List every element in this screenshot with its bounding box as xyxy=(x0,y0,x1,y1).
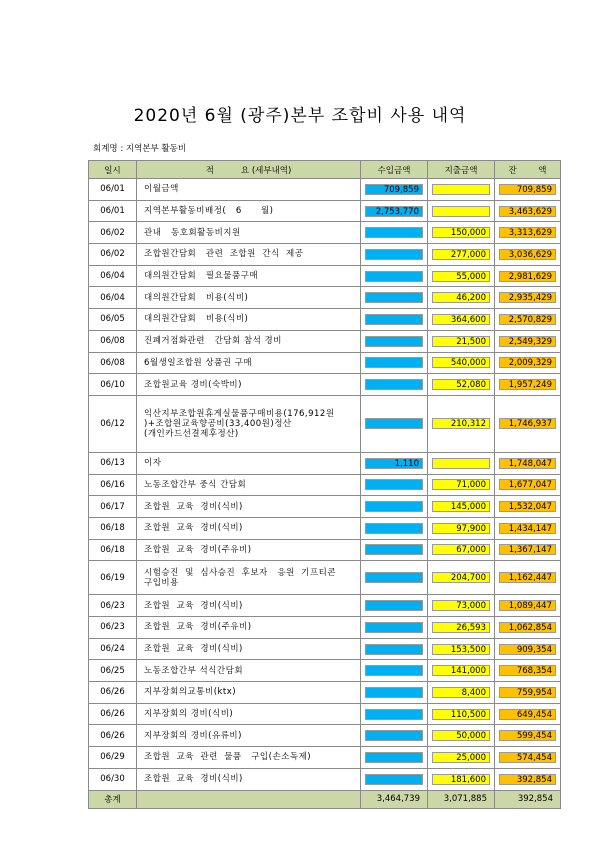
total-income-cell xyxy=(361,790,428,808)
table-row xyxy=(89,309,561,331)
row-balance-cell xyxy=(495,179,561,201)
row-balance-cell xyxy=(495,638,561,660)
row-expense: 97,900 xyxy=(432,523,490,534)
row-expense xyxy=(432,184,490,195)
row-expense-cell xyxy=(428,374,495,396)
row-expense-cell xyxy=(428,703,495,725)
row-date: 06/24 xyxy=(89,638,137,660)
row-balance-cell xyxy=(495,395,561,452)
row-description: 조합원 교육 경비(주유비) xyxy=(137,617,361,639)
row-balance-cell xyxy=(495,352,561,374)
row-income xyxy=(365,572,423,583)
row-expense: 25,000 xyxy=(432,752,490,763)
row-description: 6월생일조합원 상품권 구매 xyxy=(137,352,361,374)
row-income xyxy=(365,271,423,282)
row-date: 06/26 xyxy=(89,682,137,704)
row-balance: 1,748,047 xyxy=(499,458,556,469)
total-income: 3,464,739 xyxy=(376,793,420,804)
row-income-cell xyxy=(361,660,428,682)
row-date: 06/17 xyxy=(89,496,137,518)
row-balance: 599,454 xyxy=(499,730,556,741)
row-income-cell xyxy=(361,638,428,660)
row-balance: 1,089,447 xyxy=(499,600,556,611)
row-income xyxy=(365,523,423,534)
row-balance-cell xyxy=(495,265,561,287)
row-expense-cell xyxy=(428,539,495,561)
header-balance: 잔 액 xyxy=(495,161,561,179)
header-expense: 지출금액 xyxy=(428,161,495,179)
total-balance-cell xyxy=(495,790,561,808)
table-row xyxy=(89,287,561,309)
row-date: 06/02 xyxy=(89,222,137,244)
table-row xyxy=(89,725,561,747)
row-income xyxy=(365,730,423,741)
row-date: 06/23 xyxy=(89,617,137,639)
row-balance-cell xyxy=(495,287,561,309)
row-description: 노동조합간부 중식 간담회 xyxy=(137,474,361,496)
row-balance-cell xyxy=(495,474,561,496)
row-expense: 46,200 xyxy=(432,292,490,303)
row-expense-cell xyxy=(428,179,495,201)
row-income-cell xyxy=(361,374,428,396)
row-income-cell xyxy=(361,517,428,539)
table-row xyxy=(89,561,561,595)
row-balance-cell xyxy=(495,747,561,769)
row-expense-cell xyxy=(428,222,495,244)
table-row xyxy=(89,200,561,222)
row-income xyxy=(365,687,423,698)
row-balance: 3,036,629 xyxy=(499,249,556,260)
row-description: 지부장회의교통비(ktx) xyxy=(137,682,361,704)
header-description: 적 요 (세부내역) xyxy=(137,161,361,179)
header-date: 일시 xyxy=(89,161,137,179)
row-balance-cell xyxy=(495,725,561,747)
row-balance-cell xyxy=(495,452,561,474)
row-date: 06/12 xyxy=(89,395,137,452)
row-description: 대의원간담회 필요물품구매 xyxy=(137,265,361,287)
row-expense-cell xyxy=(428,352,495,374)
row-balance: 1,434,147 xyxy=(499,523,556,534)
table-row xyxy=(89,222,561,244)
row-balance-cell xyxy=(495,682,561,704)
row-balance: 1,062,854 xyxy=(499,622,556,633)
row-expense-cell xyxy=(428,682,495,704)
table-row xyxy=(89,747,561,769)
row-income-cell xyxy=(361,265,428,287)
row-description: 지부장회의 경비(유류비) xyxy=(137,725,361,747)
row-income xyxy=(365,665,423,676)
row-expense: 50,000 xyxy=(432,730,490,741)
row-expense: 73,000 xyxy=(432,600,490,611)
row-balance: 1,746,937 xyxy=(499,418,556,429)
row-expense-cell xyxy=(428,595,495,617)
table-row xyxy=(89,517,561,539)
row-description: 대의원간담회 비용(식비) xyxy=(137,287,361,309)
row-date: 06/04 xyxy=(89,265,137,287)
row-expense: 110,500 xyxy=(432,709,490,720)
table-row xyxy=(89,452,561,474)
table-row xyxy=(89,179,561,201)
total-balance: 392,854 xyxy=(517,793,553,804)
table-row xyxy=(89,539,561,561)
table-row xyxy=(89,617,561,639)
row-income: 2,753,770 xyxy=(365,206,423,217)
row-description: 조합원간담회 관련 조합원 간식 제공 xyxy=(137,244,361,266)
row-income xyxy=(365,501,423,512)
row-description: 진폐거점화관련 간담회 참석 경비 xyxy=(137,330,361,352)
row-expense: 364,600 xyxy=(432,314,490,325)
row-date: 06/18 xyxy=(89,517,137,539)
row-expense-cell xyxy=(428,452,495,474)
row-income-cell xyxy=(361,768,428,790)
total-desc-cell xyxy=(137,790,361,808)
header-income: 수입금액 xyxy=(361,161,428,179)
row-balance: 1,957,249 xyxy=(499,379,556,390)
row-date: 06/05 xyxy=(89,309,137,331)
table-row xyxy=(89,496,561,518)
row-balance-cell xyxy=(495,660,561,682)
row-description: 노동조합간부 석식간담회 xyxy=(137,660,361,682)
row-balance: 574,454 xyxy=(499,752,556,763)
row-balance: 3,313,629 xyxy=(499,227,556,238)
row-balance: 649,454 xyxy=(499,709,556,720)
table-row xyxy=(89,395,561,452)
row-expense: 150,000 xyxy=(432,227,490,238)
row-date: 06/26 xyxy=(89,725,137,747)
row-balance: 392,854 xyxy=(499,774,556,785)
table-row xyxy=(89,595,561,617)
row-income-cell xyxy=(361,179,428,201)
row-balance: 709,859 xyxy=(499,184,556,195)
row-balance-cell xyxy=(495,703,561,725)
total-expense-cell xyxy=(428,790,495,808)
row-description: 조합원 교육 경비(식비) xyxy=(137,595,361,617)
row-description: 이자 xyxy=(137,452,361,474)
row-balance: 3,463,629 xyxy=(499,206,556,217)
row-expense: 204,700 xyxy=(432,572,490,583)
row-expense-cell xyxy=(428,725,495,747)
row-date: 06/02 xyxy=(89,244,137,266)
row-date: 06/30 xyxy=(89,768,137,790)
row-date: 06/19 xyxy=(89,561,137,595)
row-income-cell xyxy=(361,309,428,331)
row-balance-cell xyxy=(495,309,561,331)
row-balance-cell xyxy=(495,330,561,352)
account-name: 회계명 : 지역본부 활동비 xyxy=(93,144,187,154)
row-date: 06/01 xyxy=(89,179,137,201)
row-date: 06/08 xyxy=(89,352,137,374)
row-balance: 2,549,329 xyxy=(499,336,556,347)
row-expense-cell xyxy=(428,517,495,539)
ledger-body xyxy=(89,179,561,791)
row-date: 06/23 xyxy=(89,595,137,617)
row-balance-cell xyxy=(495,561,561,595)
row-description: 시험승진 및 심사승진 후보자 응원 기프티콘 구입비용 xyxy=(137,561,361,595)
row-expense: 277,000 xyxy=(432,249,490,260)
row-income-cell xyxy=(361,703,428,725)
row-balance: 909,354 xyxy=(499,644,556,655)
row-income-cell xyxy=(361,200,428,222)
row-balance: 1,677,047 xyxy=(499,479,556,490)
row-income-cell xyxy=(361,617,428,639)
row-expense xyxy=(432,206,490,217)
table-row xyxy=(89,682,561,704)
row-description: 지역본부활동비배정( 6 월) xyxy=(137,200,361,222)
total-label: 총계 xyxy=(89,790,137,808)
row-description: 익산지부조합원휴게실물품구매비용(176,912원 )+조합원교육향공비(33,400원)정산 (개인카드선결제후정산) xyxy=(137,395,361,452)
row-income-cell xyxy=(361,222,428,244)
row-description: 조합원 교육 경비(식비) xyxy=(137,768,361,790)
row-date: 06/10 xyxy=(89,374,137,396)
table-row xyxy=(89,474,561,496)
row-balance: 2,981,629 xyxy=(499,271,556,282)
row-description: 조합원교육 경비(숙박비) xyxy=(137,374,361,396)
table-row xyxy=(89,638,561,660)
row-expense: 141,000 xyxy=(432,665,490,676)
row-expense: 52,080 xyxy=(432,379,490,390)
table-row xyxy=(89,244,561,266)
row-income-cell xyxy=(361,682,428,704)
row-date: 06/04 xyxy=(89,287,137,309)
row-income-cell xyxy=(361,496,428,518)
row-expense-cell xyxy=(428,287,495,309)
row-balance-cell xyxy=(495,517,561,539)
page-title: 2020년 6월 (광주)본부 조합비 사용 내역 xyxy=(133,106,467,126)
row-balance-cell xyxy=(495,539,561,561)
row-expense-cell xyxy=(428,660,495,682)
row-expense xyxy=(432,458,490,469)
row-income xyxy=(365,709,423,720)
row-income xyxy=(365,600,423,611)
row-date: 06/26 xyxy=(89,703,137,725)
row-income xyxy=(365,622,423,633)
row-expense: 540,000 xyxy=(432,357,490,368)
row-balance: 1,162,447 xyxy=(499,572,556,583)
row-expense-cell xyxy=(428,561,495,595)
row-balance: 2,935,429 xyxy=(499,292,556,303)
row-expense: 71,000 xyxy=(432,479,490,490)
row-expense-cell xyxy=(428,747,495,769)
row-income-cell xyxy=(361,452,428,474)
row-income xyxy=(365,752,423,763)
row-balance-cell xyxy=(495,617,561,639)
table-header-row xyxy=(89,161,561,179)
total-row xyxy=(89,790,561,808)
row-income-cell xyxy=(361,395,428,452)
row-balance-cell xyxy=(495,374,561,396)
row-income xyxy=(365,357,423,368)
row-income-cell xyxy=(361,244,428,266)
row-description: 관내 동호회활동비지원 xyxy=(137,222,361,244)
row-balance-cell xyxy=(495,595,561,617)
row-balance: 1,367,147 xyxy=(499,544,556,555)
row-balance: 2,570,829 xyxy=(499,314,556,325)
row-expense: 55,000 xyxy=(432,271,490,282)
row-expense-cell xyxy=(428,200,495,222)
row-description: 조합원 교육 경비(식비) xyxy=(137,638,361,660)
row-income xyxy=(365,314,423,325)
row-expense: 21,500 xyxy=(432,336,490,347)
table-row xyxy=(89,768,561,790)
row-income xyxy=(365,249,423,260)
row-income xyxy=(365,336,423,347)
row-expense-cell xyxy=(428,309,495,331)
total-expense: 3,071,885 xyxy=(443,793,487,804)
row-income-cell xyxy=(361,474,428,496)
row-income xyxy=(365,418,423,429)
row-expense-cell xyxy=(428,330,495,352)
row-balance-cell xyxy=(495,768,561,790)
row-income xyxy=(365,774,423,785)
row-income: 1,110 xyxy=(365,458,423,469)
row-date: 06/13 xyxy=(89,452,137,474)
row-date: 06/18 xyxy=(89,539,137,561)
row-income-cell xyxy=(361,595,428,617)
row-balance-cell xyxy=(495,496,561,518)
row-balance-cell xyxy=(495,244,561,266)
row-income-cell xyxy=(361,561,428,595)
table-row xyxy=(89,374,561,396)
row-expense: 26,593 xyxy=(432,622,490,633)
row-expense-cell xyxy=(428,617,495,639)
row-expense-cell xyxy=(428,474,495,496)
row-expense-cell xyxy=(428,638,495,660)
row-description: 조합원 교육 경비(주유비) xyxy=(137,539,361,561)
row-description: 조합원 교육 관련 물품 구입(손소독제) xyxy=(137,747,361,769)
row-expense: 181,600 xyxy=(432,774,490,785)
table-row xyxy=(89,703,561,725)
row-income xyxy=(365,479,423,490)
row-expense: 67,000 xyxy=(432,544,490,555)
row-balance: 2,009,329 xyxy=(499,357,556,368)
row-income xyxy=(365,292,423,303)
table-row xyxy=(89,660,561,682)
row-description: 조합원 교육 경비(식비) xyxy=(137,517,361,539)
row-income-cell xyxy=(361,725,428,747)
row-expense-cell xyxy=(428,395,495,452)
row-expense: 145,000 xyxy=(432,501,490,512)
row-expense-cell xyxy=(428,265,495,287)
row-income-cell xyxy=(361,330,428,352)
row-date: 06/01 xyxy=(89,200,137,222)
row-expense: 153,500 xyxy=(432,644,490,655)
table-row xyxy=(89,265,561,287)
row-description: 조합원 교육 경비(식비) xyxy=(137,496,361,518)
row-date: 06/29 xyxy=(89,747,137,769)
row-date: 06/08 xyxy=(89,330,137,352)
row-expense-cell xyxy=(428,244,495,266)
row-date: 06/25 xyxy=(89,660,137,682)
row-expense-cell xyxy=(428,768,495,790)
row-balance: 1,532,047 xyxy=(499,501,556,512)
row-balance-cell xyxy=(495,200,561,222)
row-income xyxy=(365,379,423,390)
row-income xyxy=(365,227,423,238)
row-income: 709,859 xyxy=(365,184,423,195)
row-balance-cell xyxy=(495,222,561,244)
row-income xyxy=(365,644,423,655)
row-description: 대의원간담회 비용(식비) xyxy=(137,309,361,331)
row-income-cell xyxy=(361,352,428,374)
table-row xyxy=(89,330,561,352)
row-income-cell xyxy=(361,747,428,769)
row-expense: 8,400 xyxy=(432,687,490,698)
row-balance: 768,354 xyxy=(499,665,556,676)
row-income-cell xyxy=(361,539,428,561)
row-date: 06/16 xyxy=(89,474,137,496)
row-expense: 210,312 xyxy=(432,418,490,429)
expense-ledger-table xyxy=(88,160,561,809)
row-expense-cell xyxy=(428,496,495,518)
row-income xyxy=(365,544,423,555)
row-description: 지부장회의 경비(식비) xyxy=(137,703,361,725)
row-balance: 759,954 xyxy=(499,687,556,698)
table-row xyxy=(89,352,561,374)
row-income-cell xyxy=(361,287,428,309)
row-description: 이월금액 xyxy=(137,179,361,201)
